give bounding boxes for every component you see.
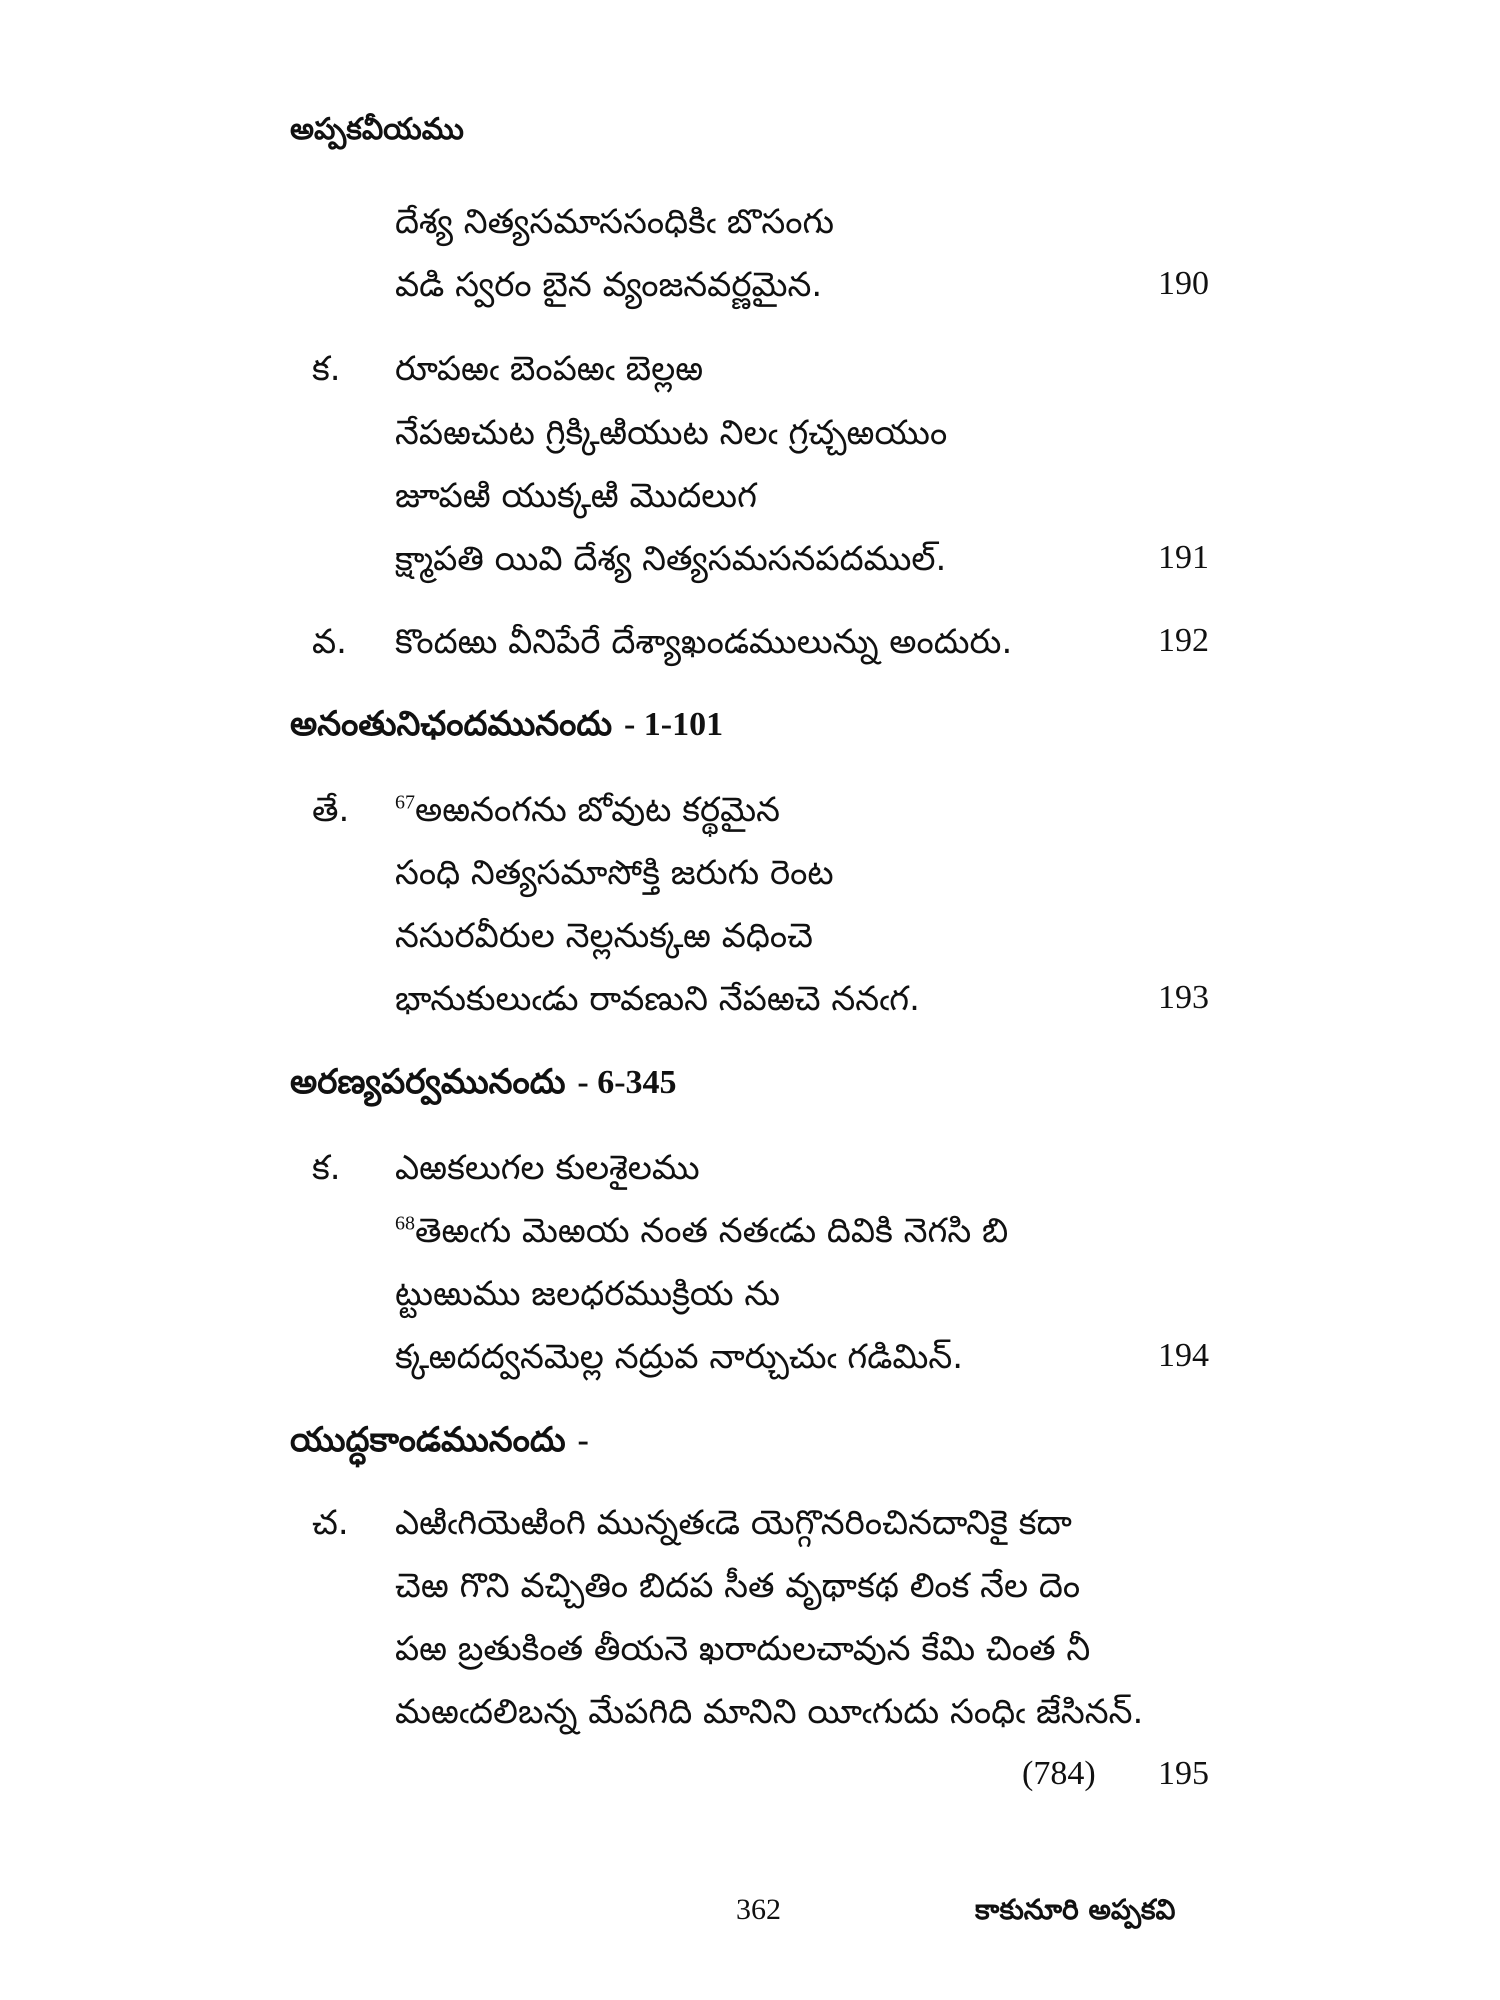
verse-line: సంధి నిత్యసమాసోక్తి జరుగు రెంట — [395, 853, 834, 893]
verse-number: 194 — [1158, 1337, 1209, 1374]
metre-label: క. — [312, 1148, 341, 1188]
verse-line: కొందఱు వీనిపేరే దేశ్యాఖండములున్ను అందురు. — [395, 622, 1013, 662]
verse-line: నసురవీరుల నెల్లనుక్కఱ వధించె — [395, 916, 813, 956]
verse-line: మఱఁదలిబన్న మేపగిది మానిని యీఁగుదు సంధిఁ జేసినన్. — [395, 1692, 1144, 1732]
metre-label: క. — [312, 349, 341, 389]
section-heading — [290, 704, 723, 752]
verse-line: క్కఱదద్వనమెల్ల నద్రువ నార్చుచుఁ గడిమిన్. — [395, 1337, 964, 1377]
verse-line: చెఱ గొని వచ్చితిం బిదప సీత వృథాకథ లింక నేల దెం — [395, 1566, 1081, 1606]
verse-number: 193 — [1158, 979, 1209, 1016]
verse-line: ట్టుఱుము జలధరముక్రియ ను — [395, 1274, 781, 1314]
section-title: యుద్ధకాండమునందు — [290, 1420, 566, 1460]
verse-line: దేశ్య నిత్యసమాససంధికిఁ బొసంగు — [395, 202, 835, 242]
metre-label: వ. — [312, 622, 347, 662]
verse-line: నేపఱచుట గ్రిక్కిఱియుట నిలఁ గ్రచ్చఱయుం — [395, 413, 948, 453]
verse-number: 192 — [1158, 622, 1209, 659]
verse-number: 190 — [1158, 265, 1209, 302]
verse-number: 191 — [1158, 539, 1209, 576]
verse-line: పఱ బ్రతుకింత తీయనె ఖరాదులచావున కేమి చింత నీ — [395, 1629, 1091, 1669]
footnote-marker: 67 — [395, 791, 415, 814]
section-heading — [290, 1420, 589, 1468]
section-heading — [290, 1062, 677, 1110]
metre-label: తే. — [312, 790, 350, 830]
verse-line: క్ష్మాపతి యివి దేశ్య నిత్యసమసనపదముల్. — [395, 539, 947, 579]
verse-line: భానుకులుఁడు రావణుని నేపఱచె ననఁగ. — [395, 979, 920, 1019]
verse-number: 195 — [1158, 1755, 1209, 1792]
section-reference: - 1-101 — [623, 706, 724, 743]
verse-line: రూపఱఁ బెంపఱఁ బెల్లఱ — [395, 349, 704, 389]
running-footer-title: కాకునూరి అప్పకవి — [975, 1893, 1176, 1926]
section-reference: - 6-345 — [577, 1064, 677, 1101]
verse-line: జూపఱి యుక్కఱి మొదలుగ — [395, 476, 757, 516]
verse-line: $^{68}$తెఱఁగు మెఱయ నంత నతఁడు దివికి నెగసి బి — [395, 1211, 1009, 1251]
section-title: అనంతునిఛందమునందు — [290, 704, 613, 744]
footnote-marker: 68 — [395, 1212, 415, 1235]
verse-line: వడి స్వరం బైన వ్యంజనవర్ణమైన. — [395, 265, 823, 305]
verse-line: $^{67}$అఱనంగను బోవుట కర్థమైన — [395, 790, 780, 830]
verse-line: ఎఱకలుగల కులశైలము — [395, 1148, 700, 1188]
section-title: అరణ్యపర్వమునందు — [290, 1062, 566, 1102]
verse-line: ఎఱిఁగియెఱింగి మున్నతఁడె యెగ్గొనరించినదానికై కదా — [395, 1503, 1072, 1543]
page-number: 362 — [736, 1893, 781, 1926]
section-reference: - — [577, 1422, 589, 1459]
metre-label: చ. — [312, 1503, 349, 1543]
verse-cross-reference: (784) — [1022, 1755, 1096, 1792]
running-head: అప్పకవీయము — [290, 112, 464, 147]
